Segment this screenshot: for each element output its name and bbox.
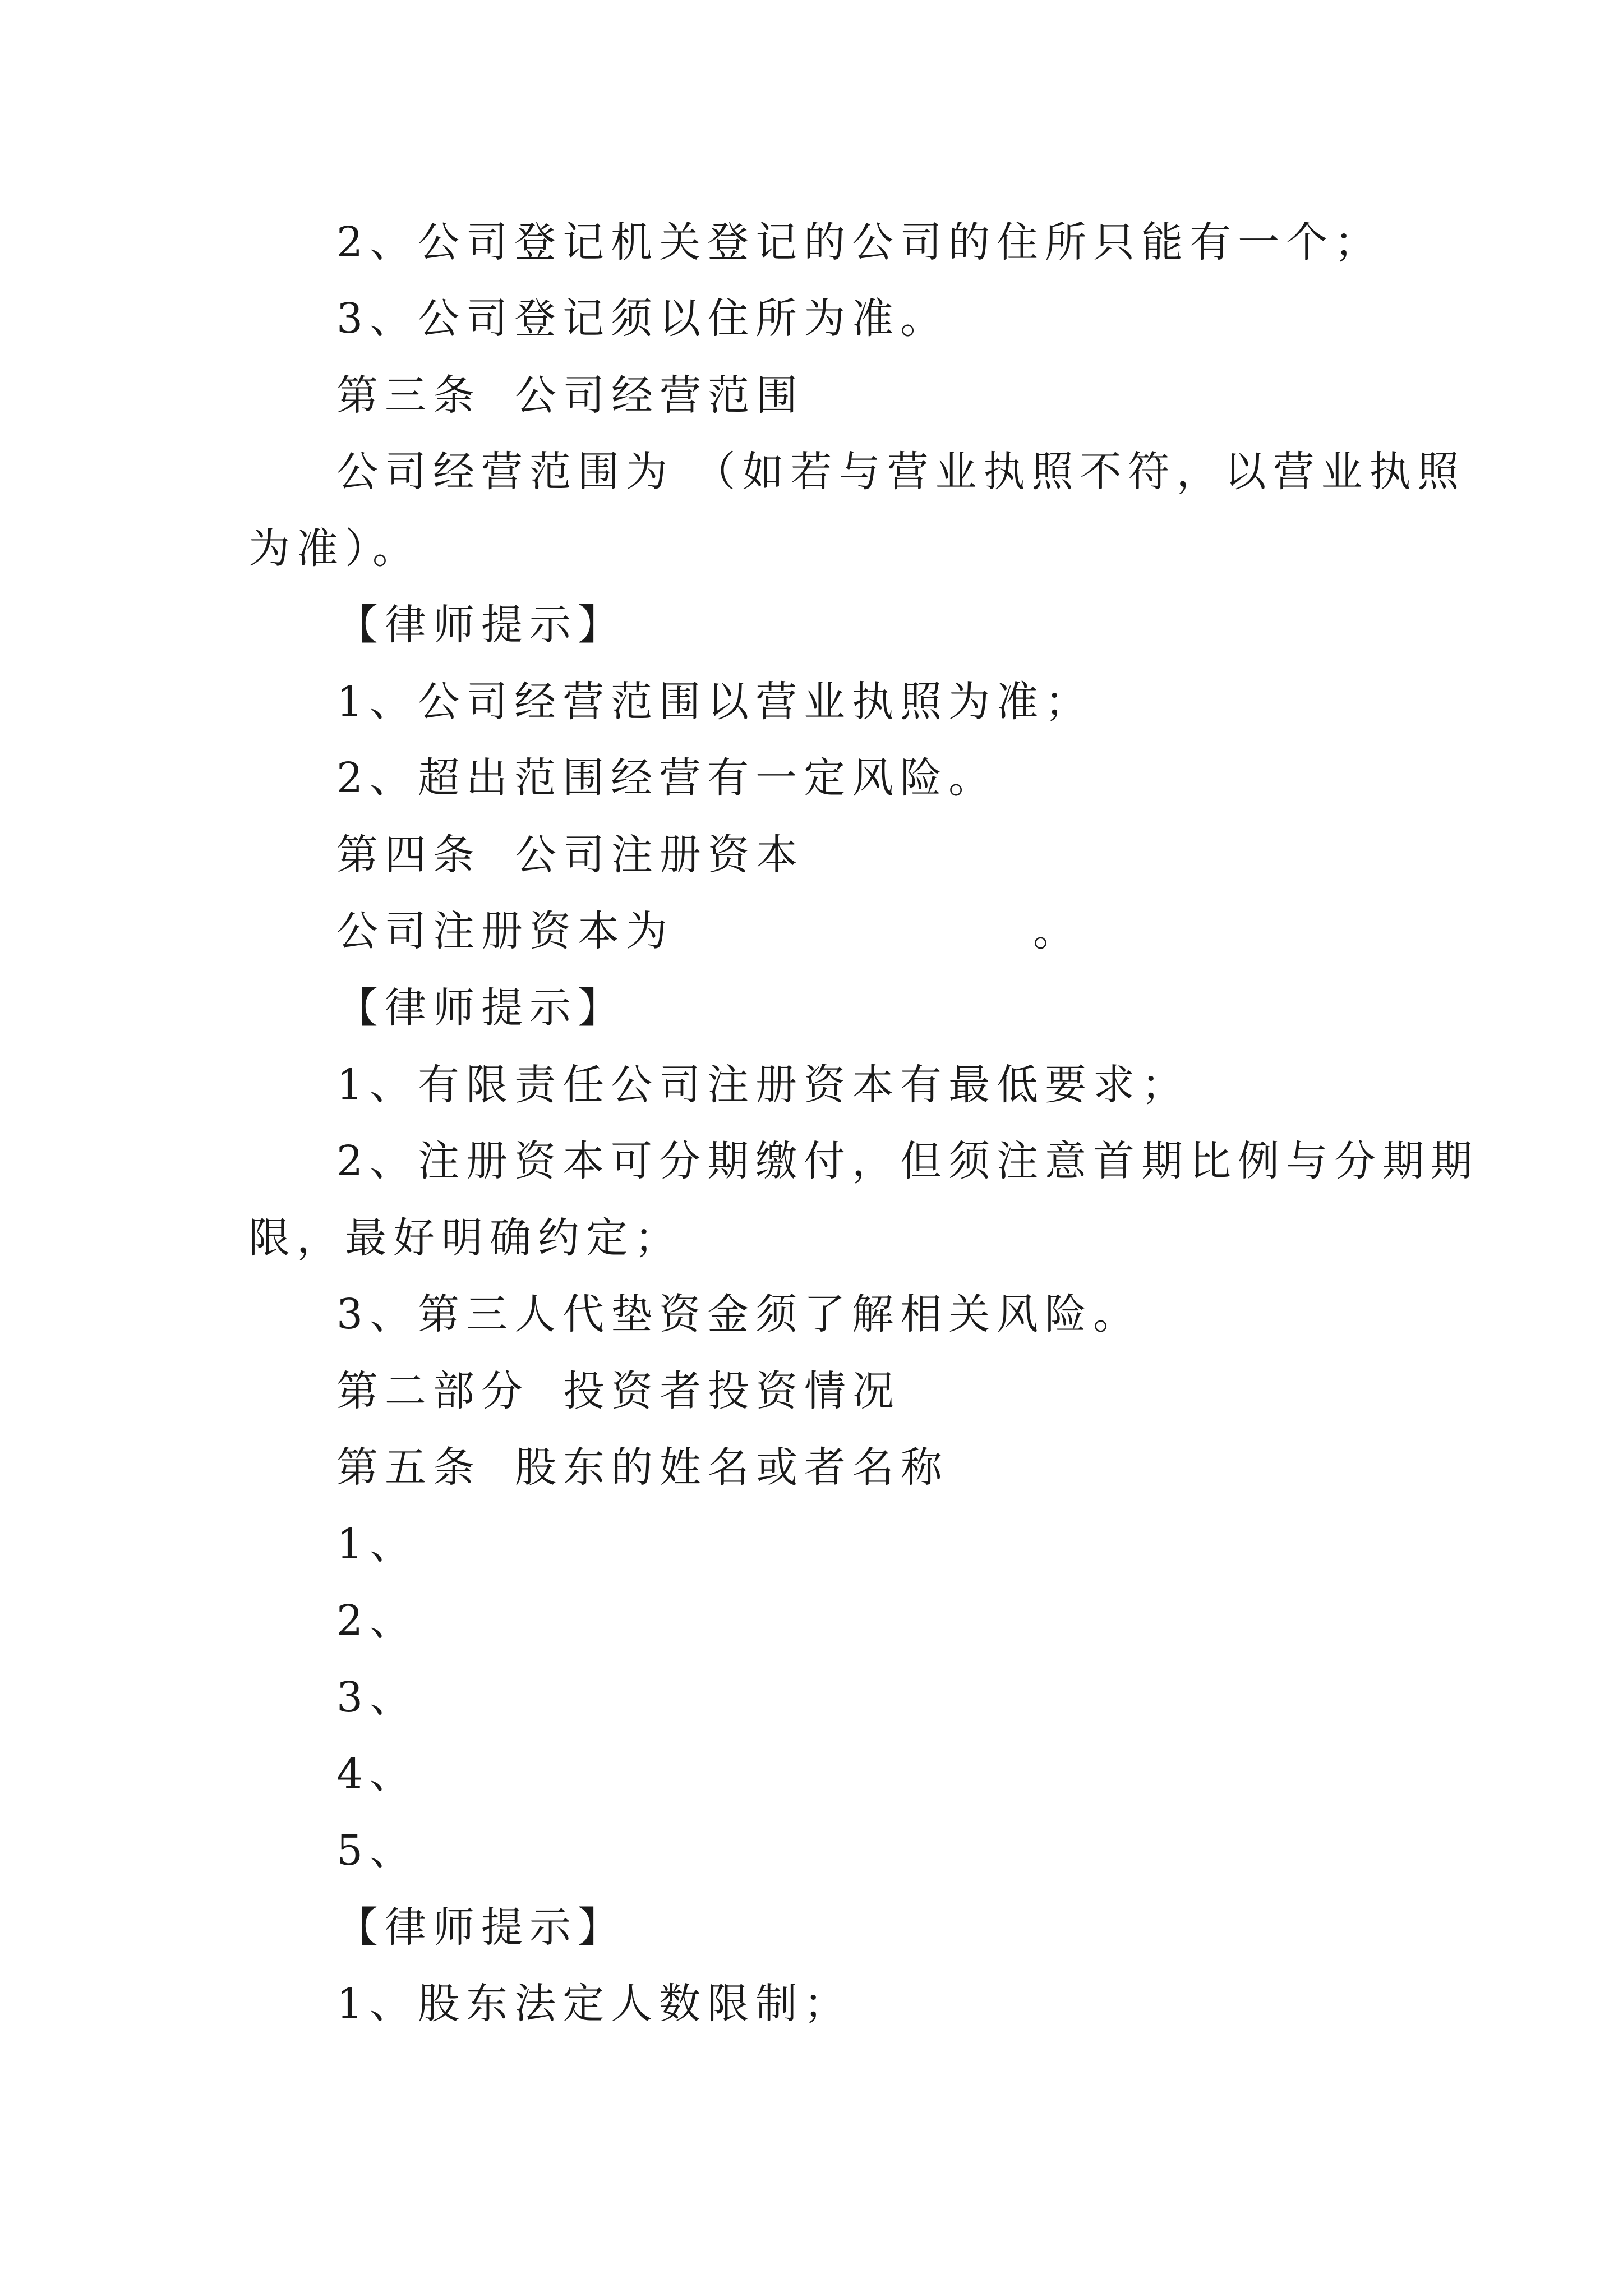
paragraph-line: 3、公司登记须以住所为准。 bbox=[336, 295, 949, 343]
article-title: 公司注册资本 bbox=[515, 831, 804, 879]
period-mark: 。 bbox=[1033, 907, 1081, 955]
lawyer-tip-heading: 【律师提示】 bbox=[336, 1903, 626, 1952]
paragraph-line: 2、公司登记机关登记的公司的住所只能有一个； bbox=[336, 218, 1383, 266]
shareholder-item: 4、 bbox=[336, 1750, 418, 1798]
registered-capital-label: 公司注册资本为 bbox=[336, 907, 674, 955]
part-number: 第二部分 bbox=[336, 1367, 529, 1415]
paragraph-line: 3、第三人代垫资金须了解相关风险。 bbox=[336, 1290, 1142, 1338]
article-number: 第三条 bbox=[336, 371, 481, 420]
shareholder-item: 5、 bbox=[336, 1826, 418, 1875]
paragraph-line: 为准）。 bbox=[248, 524, 421, 573]
article-heading bbox=[336, 1439, 949, 1496]
article-heading bbox=[336, 827, 804, 883]
shareholder-item: 3、 bbox=[336, 1673, 418, 1722]
paragraph-line: 1、有限责任公司注册资本有最低要求； bbox=[336, 1061, 1190, 1109]
article-number: 第五条 bbox=[336, 1443, 481, 1492]
paragraph-line: 1、公司经营范围以营业执照为准； bbox=[336, 678, 1094, 726]
article-title: 股东的姓名或者名称 bbox=[515, 1443, 949, 1492]
part-title: 投资者投资情况 bbox=[563, 1367, 901, 1415]
paragraph-line: 限，最好明确约定； bbox=[248, 1214, 683, 1262]
paragraph-line: 2、注册资本可分期缴付，但须注意首期比例与分期期 bbox=[336, 1137, 1479, 1185]
part-heading bbox=[336, 1363, 901, 1419]
lawyer-tip-heading: 【律师提示】 bbox=[336, 601, 626, 649]
shareholder-item: 2、 bbox=[336, 1596, 418, 1645]
article-heading bbox=[336, 367, 804, 424]
article-number: 第四条 bbox=[336, 831, 481, 879]
paragraph-line: 公司经营范围为 （如若与营业执照不符，以营业执照 bbox=[336, 448, 1466, 496]
shareholder-item: 1、 bbox=[336, 1520, 418, 1568]
lawyer-tip-heading: 【律师提示】 bbox=[336, 984, 626, 1032]
paragraph-line: 2、超出范围经营有一定风险。 bbox=[336, 754, 997, 802]
paragraph-line: 1、股东法定人数限制； bbox=[336, 1980, 852, 2028]
article-title: 公司经营范围 bbox=[515, 371, 804, 420]
paragraph-line bbox=[336, 903, 1081, 959]
